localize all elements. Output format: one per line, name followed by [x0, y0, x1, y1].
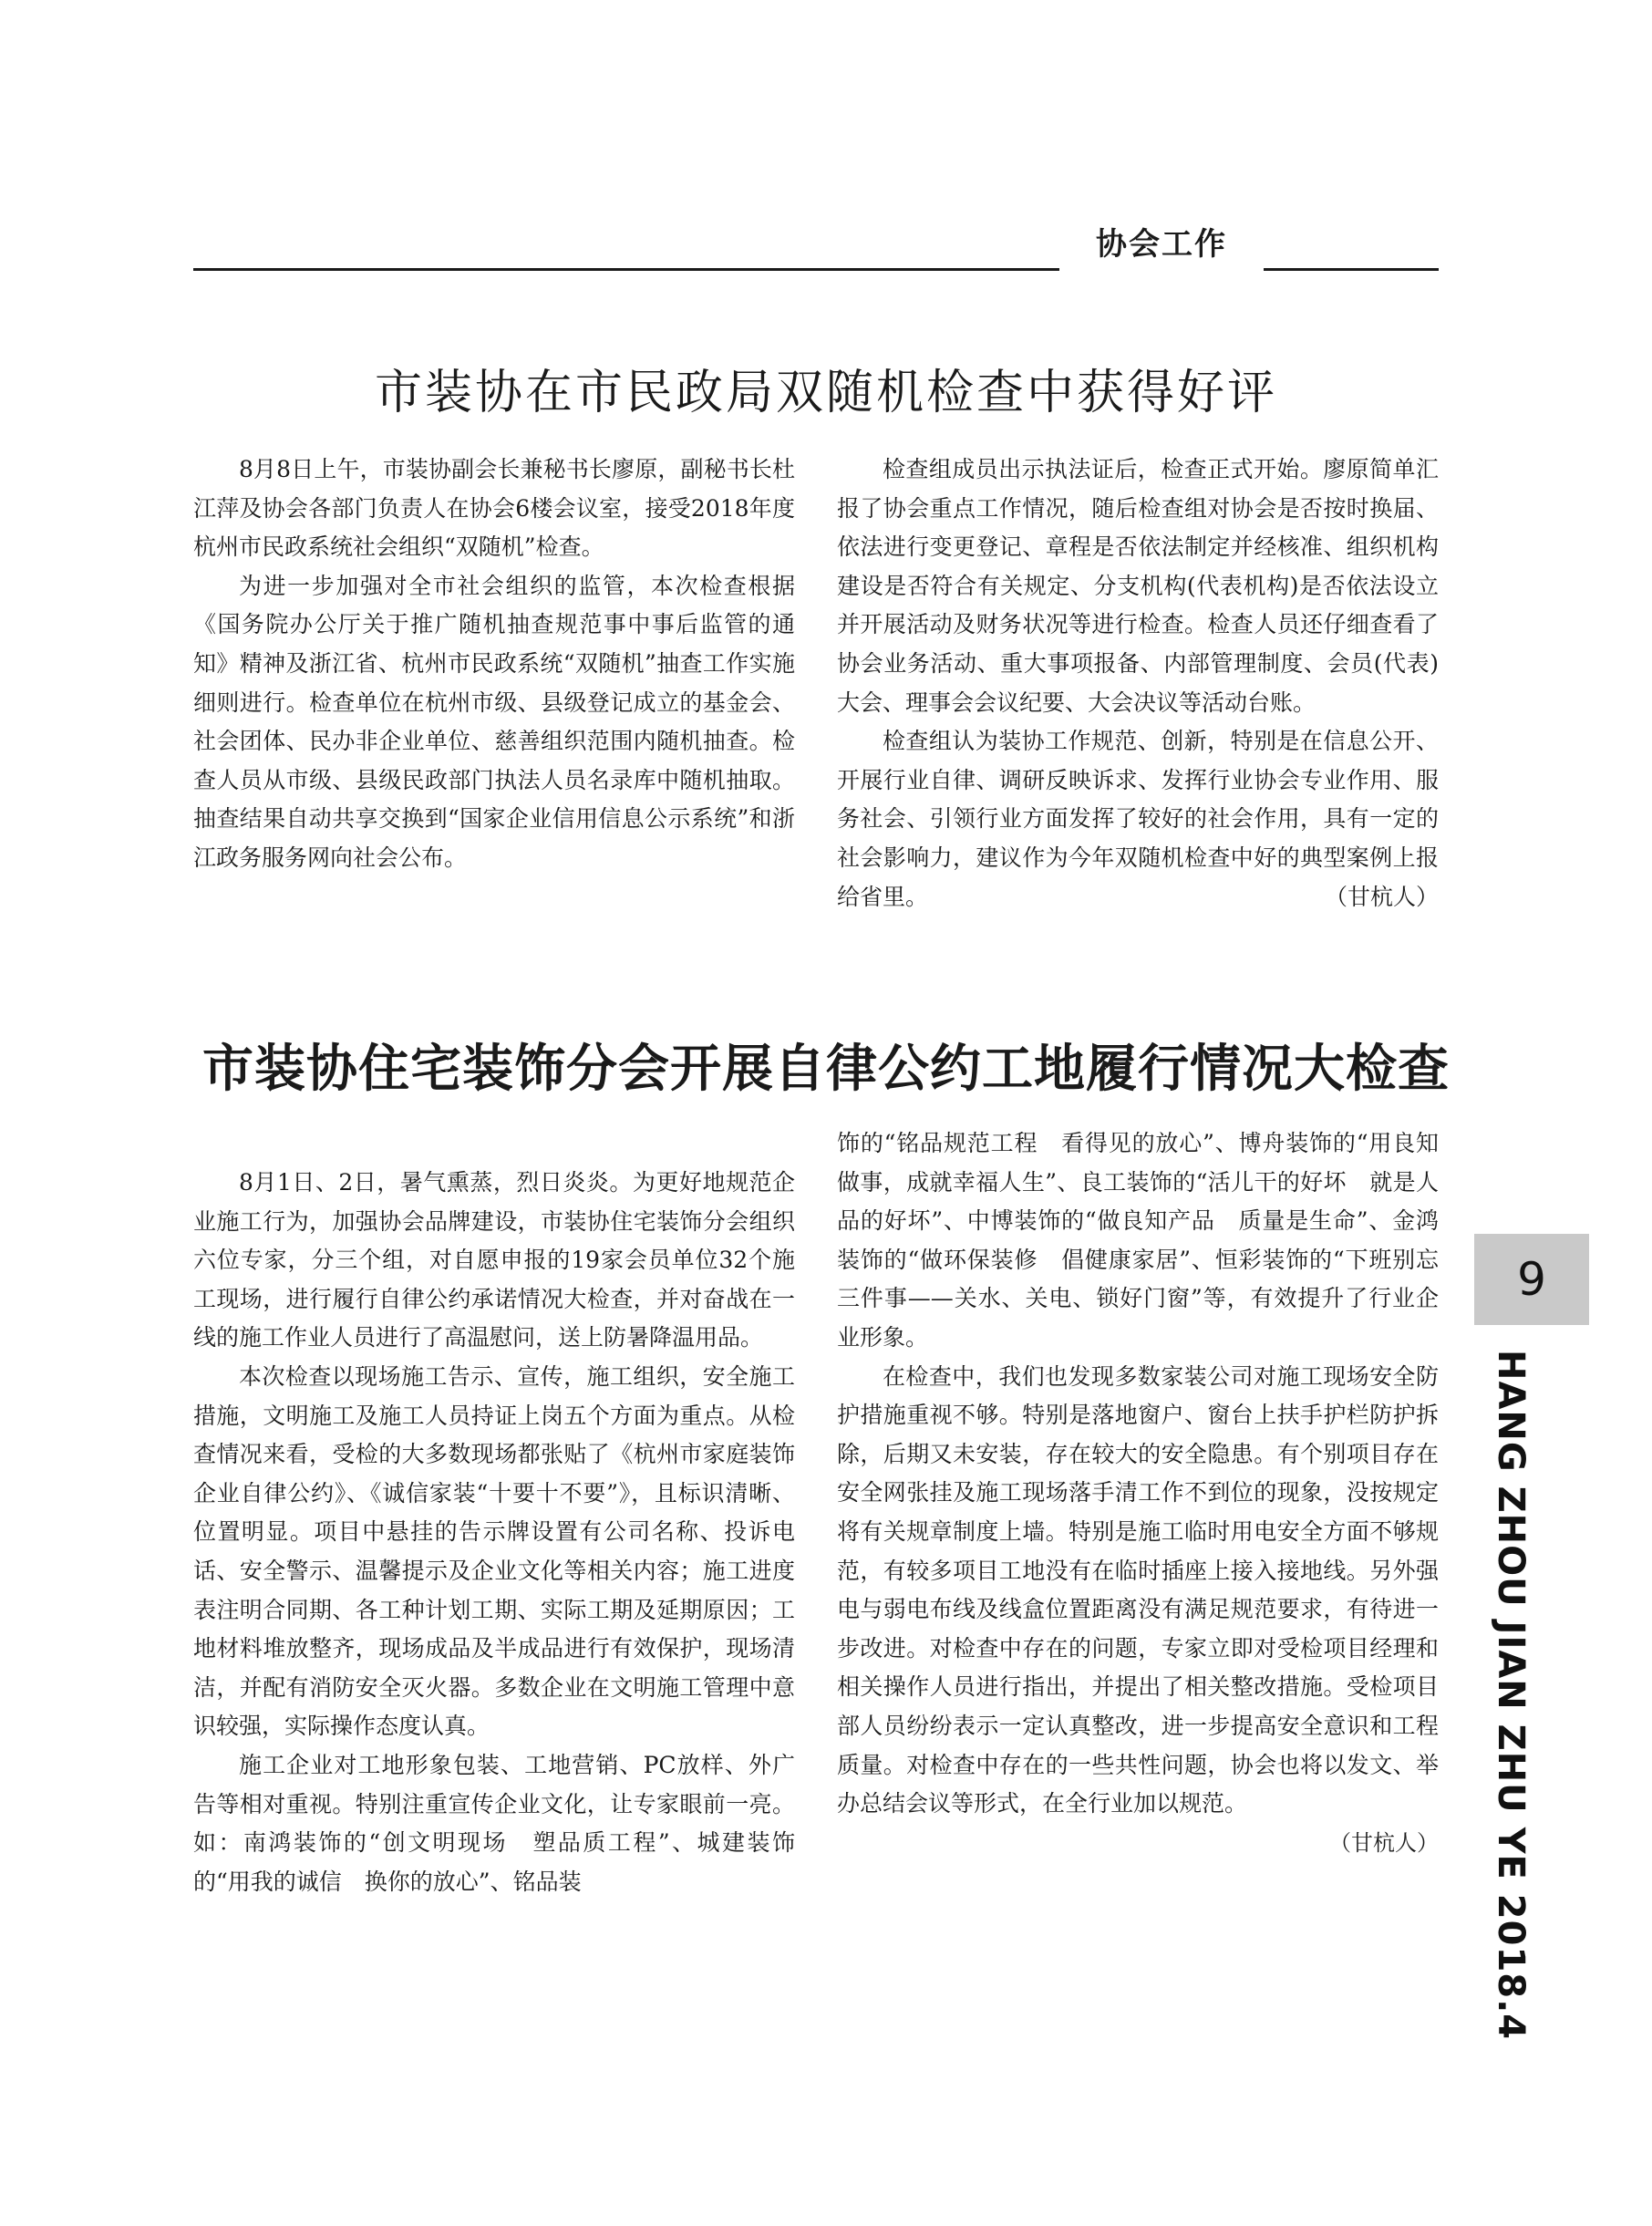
header-rule-right	[1264, 268, 1439, 271]
paragraph-text: 检查组认为装协工作规范、创新，特别是在信息公开、开展行业自律、调研反映诉求、发挥行业协会专业作用、服务社会、引领行业方面发挥了较好的社会作用，具有一定的社会影响力，建议作为今年双随机检查中好的典型案例上报给省里。	[837, 728, 1439, 910]
page-number-tab: 9	[1474, 1234, 1589, 1325]
paragraph: 8月1日、2日，暑气熏蒸，烈日炎炎。为更好地规范企业施工行为，加强协会品牌建设，市装协住宅装饰分会组织六位专家，分三个组，对自愿申报的19家会员单位32个施工现场，进行履行自律公约承诺情况大检查，并对奋战在一线的施工作业人员进行了高温慰问，送上防暑降温用品。	[193, 1169, 795, 1351]
byline: （甘杭人）	[1329, 1829, 1439, 1856]
article-1-left-column	[193, 450, 795, 878]
article-1-title: 市装协在市民政局双随机检查中获得好评	[374, 366, 1277, 420]
paragraph: 检查组成员出示执法证后，检查正式开始。廖原简单汇报了协会重点工作情况，随后检查组对协会是否按时换届、依法进行变更登记、章程是否依法制定并经核准、组织机构建设是否符合有关规定、分支机构(代表机构)是否依法设立并开展活动及财务状况等进行检查。检查人员还仔细查看了协会业务活动、重大事项报备、内部管理制度、会员(代表)大会、理事会会议纪要、大会决议等活动台账。	[837, 456, 1439, 716]
article-1-right-column	[837, 450, 1439, 916]
byline: （甘杭人）	[1324, 883, 1439, 910]
article-2-left-column	[193, 1164, 795, 1901]
journal-name-vertical: HANG ZHOU JIAN ZHU YE 2018.4	[1490, 1350, 1532, 2041]
paragraph: 8月8日上午，市装协副会长兼秘书长廖原，副秘书长杜江萍及协会各部门负责人在协会6楼会议室，接受2018年度杭州市民政系统社会组织“双随机”检查。	[193, 456, 795, 561]
header-rule-left	[193, 268, 1059, 271]
paragraph: 在检查中，我们也发现多数家装公司对施工现场安全防护措施重视不够。特别是落地窗户、窗台上扶手护栏防护拆除，后期又未安装，存在较大的安全隐患。有个别项目存在安全网张挂及施工现场落手清工作不到位的现象，没按规定将有关规章制度上墙。特别是施工临时用电安全方面不够规范，有较多项目工地没有在临时插座上接入接地线。另外强电与弱电布线及线盒位置距离没有满足规范要求，有待进一步改进。对检查中存在的问题，专家立即对受检项目经理和相关操作人员进行指出，并提出了相关整改措施。受检项目部人员纷纷表示一定认真整改，进一步提高安全意识和工程质量。对检查中存在的一些共性问题，协会也将以发文、举办总结会议等形式，在全行业加以规范。	[837, 1362, 1439, 1817]
paragraph-with-byline	[837, 722, 1439, 916]
article-2-right-column	[837, 1124, 1439, 1862]
paragraph: 施工企业对工地形象包装、工地营销、PC放样、外广告等相对重视。特别注重宣传企业文化，让专家眼前一亮。如：南鸿装饰的“创文明现场 塑品质工程”、城建装饰的“用我的诚信 换你的放心”、铭品装	[193, 1751, 795, 1895]
paragraph: 本次检查以现场施工告示、宣传，施工组织，安全施工措施，文明施工及施工人员持证上岗五个方面为重点。从检查情况来看，受检的大多数现场都张贴了《杭州市家庭装饰企业自律公约》、《诚信家装“十要十不要”》，且标识清晰、位置明显。项目中悬挂的告示牌设置有公司名称、投诉电话、安全警示、温馨提示及企业文化等相关内容；施工进度表注明合同期、各工种计划工期、实际工期及延期原因；工地材料堆放整齐，现场成品及半成品进行有效保护，现场清洁，并配有消防安全灭火器。多数企业在文明施工管理中意识较强，实际操作态度认真。	[193, 1362, 795, 1740]
section-label: 协会工作	[1096, 226, 1227, 263]
article-2-title: 市装协住宅装饰分会开展自律公约工地履行情况大检查	[202, 1040, 1450, 1099]
paragraph: 饰的“铭品规范工程 看得见的放心”、博舟装饰的“用良知做事，成就幸福人生”、良工装饰的“活儿干的好坏 就是人品的好坏”、中博装饰的“做良知产品 质量是生命”、金鸿装饰的“做环保装修 倡健康家居”、恒彩装饰的“下班别忘三件事——关水、关电、锁好门窗”等，有效提升了行业企业形象。	[837, 1130, 1439, 1351]
paragraph: 为进一步加强对全市社会组织的监管，本次检查根据《国务院办公厅关于推广随机抽查规范事中事后监管的通知》精神及浙江省、杭州市民政系统“双随机”抽查工作实施细则进行。检查单位在杭州市级、县级登记成立的基金会、社会团体、民办非企业单位、慈善组织范围内随机抽查。检查人员从市级、县级民政部门执法人员名录库中随机抽取。抽查结果自动共享交换到“国家企业信用信息公示系统”和浙江政务服务网向社会公布。	[193, 572, 795, 871]
